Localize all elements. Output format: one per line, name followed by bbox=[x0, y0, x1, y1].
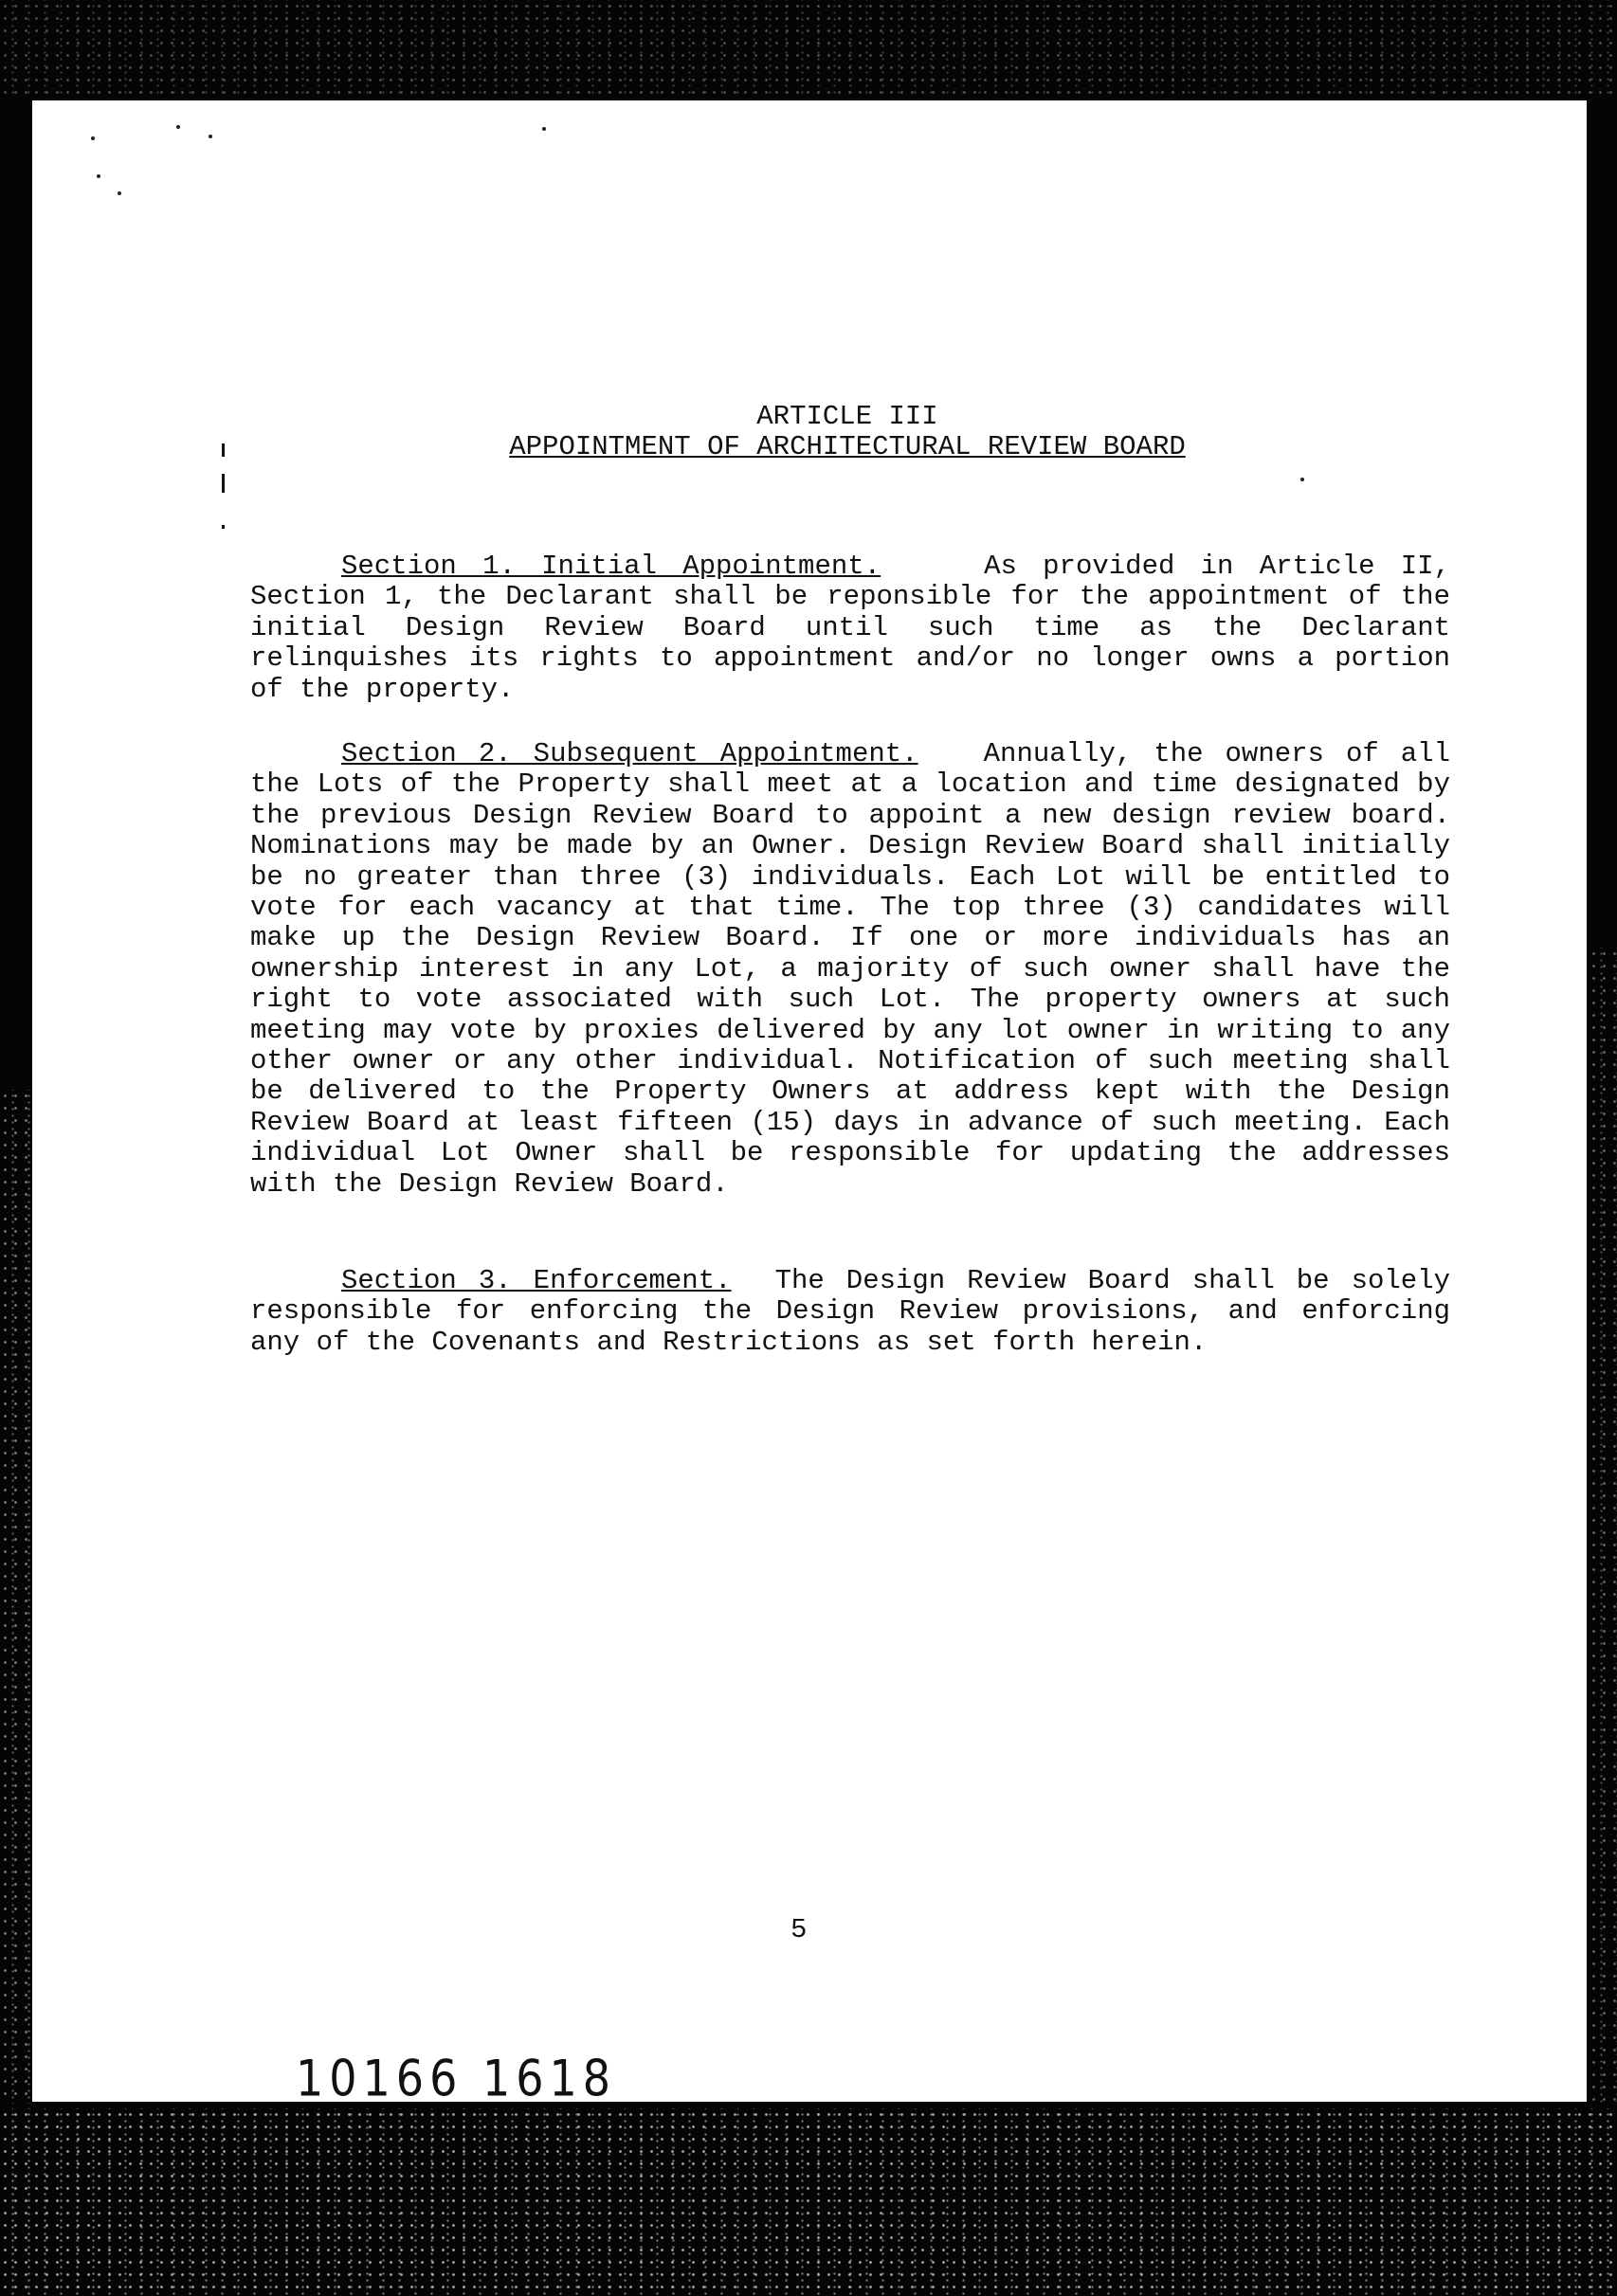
article-title: APPOINTMENT OF ARCHITECTURAL REVIEW BOARD bbox=[509, 431, 1186, 462]
page-speck bbox=[118, 191, 121, 195]
section-1 bbox=[250, 551, 1450, 705]
section-3 bbox=[250, 1266, 1450, 1358]
page-speck bbox=[1300, 478, 1304, 481]
section-3-body: The Design Review Board shall be solely responsible for enforcing the Design Review provisions, and enforcing any of the Covenants and Restrictions as set forth herein. bbox=[250, 1265, 1450, 1358]
page-speck bbox=[542, 127, 546, 131]
section-1-heading: Section 1. Initial Appointment. bbox=[341, 551, 881, 582]
section-2 bbox=[250, 739, 1450, 1200]
scan-noise-left bbox=[0, 1090, 32, 2104]
scan-noise-bottom bbox=[0, 2108, 1617, 2296]
stamp-number: 10166 1618 bbox=[296, 2048, 617, 2108]
margin-mark bbox=[222, 474, 225, 493]
page-speck bbox=[97, 174, 100, 178]
page-number: 5 bbox=[790, 1914, 808, 1945]
article-number: ARTICLE III bbox=[756, 401, 938, 432]
document-page bbox=[32, 100, 1587, 2108]
section-2-body: Annually, the owners of all the Lots of the Property shall meet at a location and time designated by the previous Design Review Board to appoint a new design review board. Nominations may be made by an Owner. Design Review Board shall initially be no greater than three (3) individuals. Each Lot will be entitled to vote for each vacancy at that time. The top three (3) candidates will make up the Design Review Board. If one or more individuals has an ownership interest in any Lot, a majority of such owner shall have the right to vote associated with such Lot. The property owners at such meeting may vote by proxies delivered by any lot owner in writing to any other owner or any other individual. Notification of such meeting shall be delivered to the Property Owners at address kept with the Design Review Board at least fifteen (15) days in advance of such meeting. Each individual Lot Owner shall be responsible for updating the addresses with the Design Review Board. bbox=[250, 738, 1450, 1200]
section-3-heading: Section 3. Enforcement. bbox=[341, 1265, 732, 1296]
margin-mark bbox=[222, 525, 225, 529]
page-speck bbox=[209, 135, 212, 138]
section-2-heading: Section 2. Subsequent Appointment. bbox=[341, 738, 918, 769]
scan-noise-right bbox=[1589, 948, 1617, 2104]
scan-noise-top bbox=[0, 0, 1617, 95]
page-speck bbox=[176, 125, 180, 129]
page-speck bbox=[91, 136, 95, 140]
section-1-body: As provided in Article II, Section 1, the Declarant shall be reponsible for the appointment of the initial Design Review Board until such time as the Declarant relinquishes its rights to appointment and/or no longer owns a portion of the property. bbox=[250, 551, 1450, 705]
